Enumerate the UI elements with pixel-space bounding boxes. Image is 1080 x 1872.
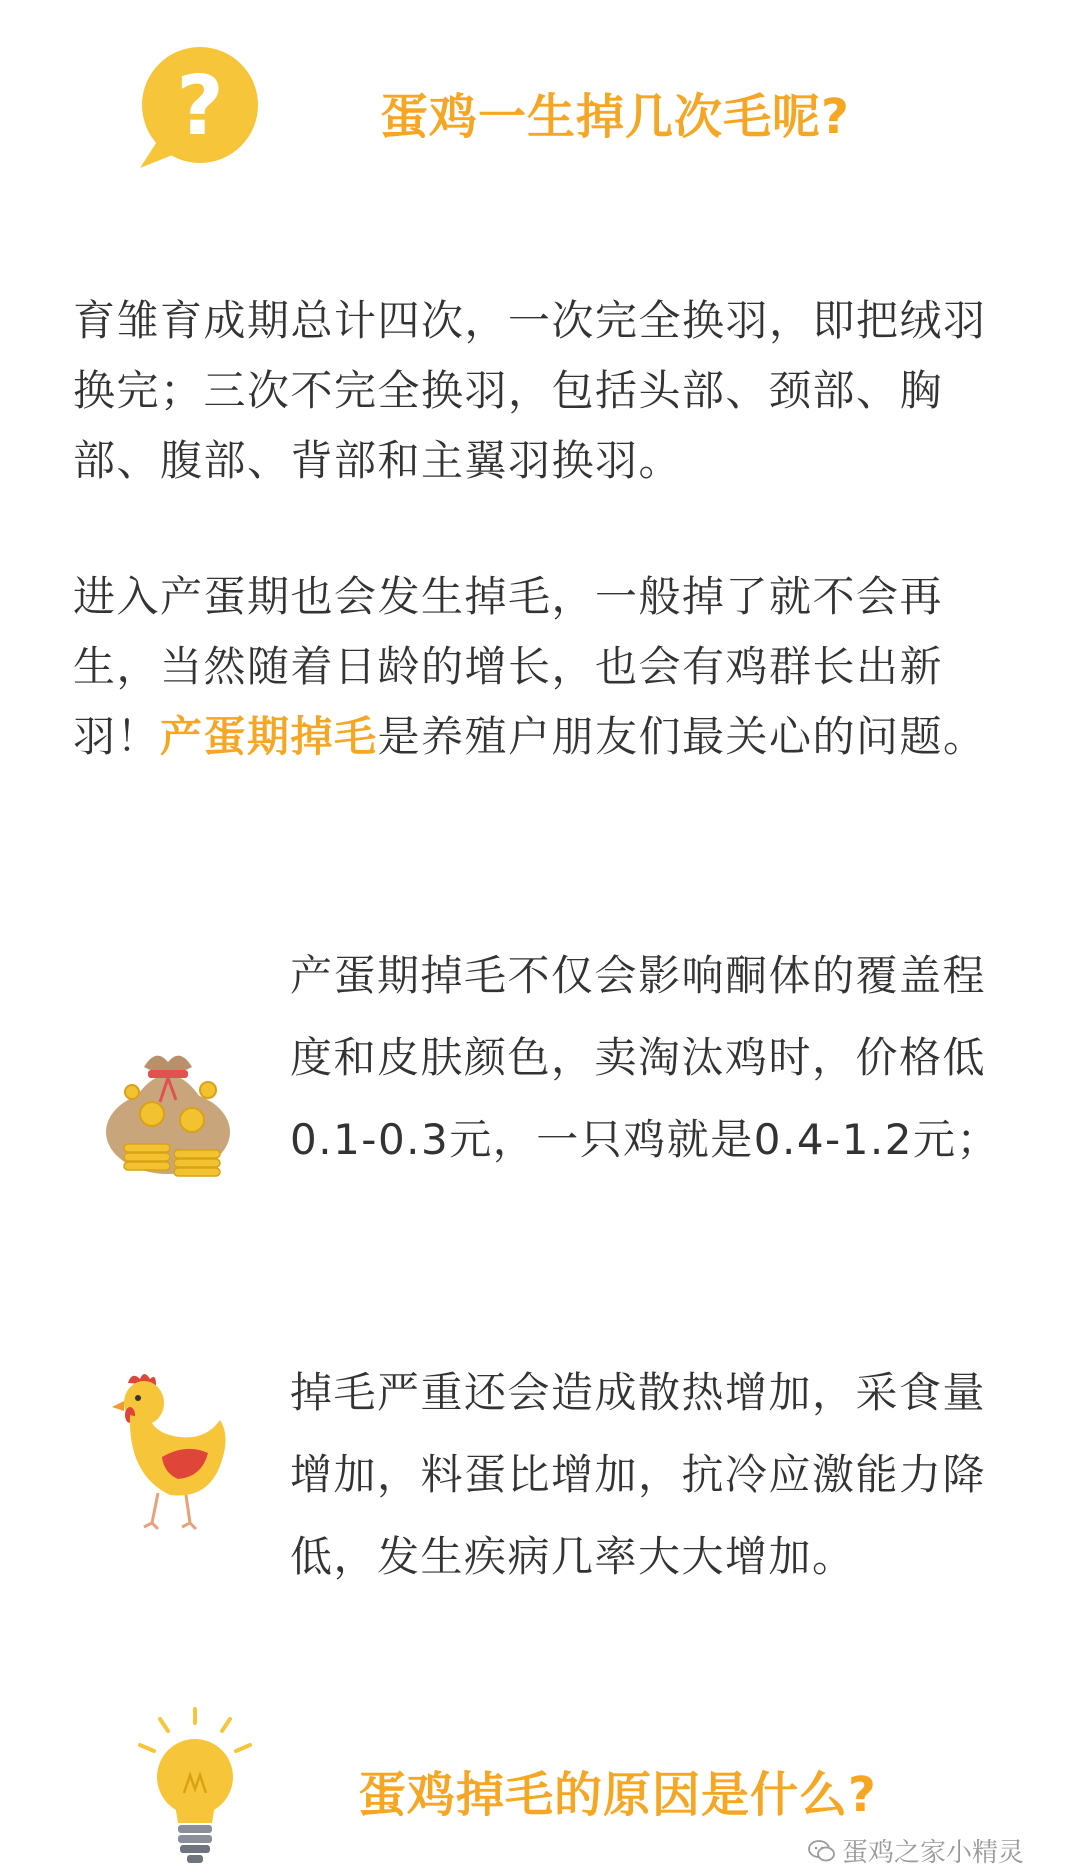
watermark — [808, 1832, 1024, 1869]
svg-text:?: ? — [176, 59, 224, 154]
paragraph-laying-period — [73, 562, 1013, 772]
section-title-molting-causes: 蛋鸡掉毛的原因是什么? — [358, 1767, 877, 1823]
point-text-price-loss: 产蛋期掉毛不仅会影响酮体的覆盖程度和皮肤颜色，卖淘汰鸡时，价格低0.1-0.3元，一只鸡就是0.4-1.2元； — [290, 951, 1000, 1164]
chicken-icon — [110, 1365, 235, 1535]
watermark-text: 蛋鸡之家小精灵 — [842, 1838, 1025, 1868]
money-bag-icon — [96, 1032, 241, 1182]
lightbulb-icon — [130, 1705, 260, 1872]
section-title-molting-count: 蛋鸡一生掉几次毛呢? — [380, 89, 850, 145]
paragraph-laying-period-part1: 进入产蛋期也会发生掉毛，一般掉了就不会再生，当然随着日龄的增长，也会有鸡群长出新羽！ — [73, 572, 944, 761]
paragraph-growing-period: 育雏育成期总计四次，一次完全换羽，即把绒羽换完；三次不完全换羽，包括头部、颈部、胸部、腹部、背部和主翼羽换羽。 — [73, 296, 987, 485]
paragraph-laying-period-part2: 是养殖户朋友们最关心的问题。 — [377, 712, 987, 761]
point-text-health-impact: 掉毛严重还会造成散热增加，采食量增加，料蛋比增加，抗冷应激能力降低，发生疾病几率大大增加。 — [290, 1368, 987, 1581]
wechat-icon — [808, 1839, 836, 1863]
question-bubble-icon — [128, 40, 263, 175]
highlight-laying-molting: 产蛋期掉毛 — [160, 712, 378, 761]
